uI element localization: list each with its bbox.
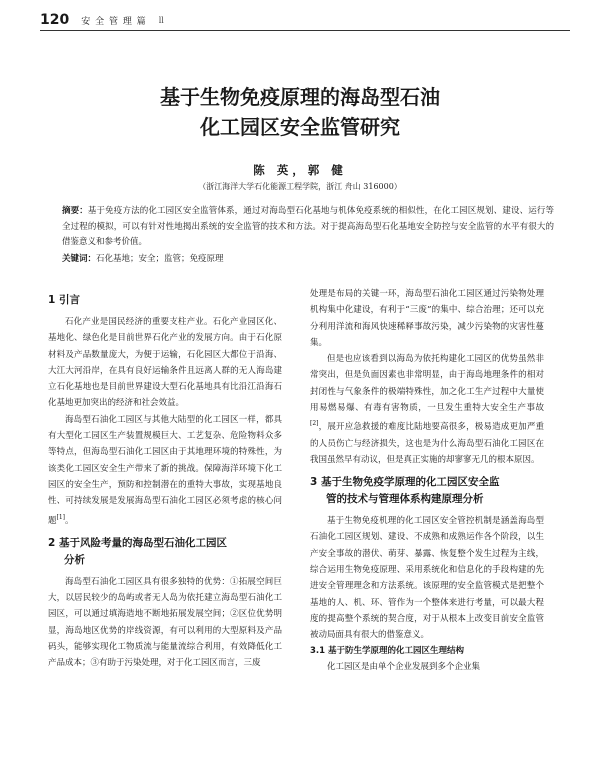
author-affiliation: （浙江海洋大学石化能源工程学院，浙江 舟山 316000） [198, 182, 402, 191]
section-1-paragraph-2-end: 。 [65, 515, 74, 526]
title-line-1: 基于生物免疫原理的海岛型石油 [160, 85, 440, 109]
section-3-heading [310, 474, 544, 508]
right-paragraph-2-text-b: ，展开应急救援的难度比陆地要高很多，极易造成更加严重的人员伤亡与经济损失，这也是为什么海岛型石油化工园区在我国虽然早有动议，但是真正实施的却寥寥无几的根本原因。 [310, 422, 544, 465]
right-column [310, 286, 544, 676]
title-line-2: 化工园区安全监管研究 [200, 115, 400, 139]
section-3-paragraph-1: 基于生物免疫机理的化工园区安全管控机制是涵盖海岛型石油化工园区规划、建设、不成熟和成熟运作各个阶段，以生产安全事故的潜伏、萌芽、暴露、恢复整个发生过程为主线，综合运用生物免疫原理、采用系统化和信息化的手段构建的先进安全管理理念和方法系统。该原理的安全监管模式是把整个基地的人、机、环、管作为一个整体来进行考量，可以最大程度的提高整个系统的契合度，对于从根本上改变目前安全监管被动局面具有很大的借鉴意义。 [310, 516, 544, 641]
section-1-paragraph-2-text: 海岛型石油化工园区与其他大陆型的化工园区一样，都具有大型化工园区生产装置规模巨大、工艺复杂、危险物料众多等特点，但海岛型石油化工园区由于其地理环境的特殊性，为该类化工园区安全生产带来了新的挑战。保障海洋环境下化工园区的安全生产，预防和控制潜在的重特大事故，实现基地良性、可持续发展是发展海岛型石油化工园区必须考虑的核心问题 [48, 414, 282, 526]
section-2-heading-line-2: 分析 [64, 553, 85, 566]
section-1-paragraph-1: 石化产业是国民经济的重要支柱产业。石化产业园区化、基地化、绿色化是目前世界石化产业的发展方向。由于石化原材料及产品数量庞大，为便于运输，石化园区大都位于沿海、大江大河沿岸，在具有良好运输条件且远离人群的无人海岛建立石化基地也是目前世界建设大型石化基地具有比沿江沿海石化基地更加突出的经济和社会效益。 [48, 317, 282, 409]
abstract [62, 204, 554, 251]
journal-name: 安 全 管 理 篇 [81, 16, 147, 27]
section-3-heading-line-1: 3 基于生物免疫学原理的化工园区安全监 [310, 476, 500, 489]
keywords-text: 石化基地；安全；监管；免疫原理 [96, 254, 224, 264]
section-3-1-heading: 3.1 基于防生学原理的化工园区生理结构 [310, 646, 465, 657]
right-paragraph-2 [310, 351, 544, 468]
section-1-paragraph-2 [48, 412, 282, 529]
section-2-paragraph-1: 海岛型石油化工园区具有很多独特的优势：①拓展空间巨大，以居民较少的岛屿或者无人岛为依托建立海岛型石油化工园区，可以通过填海造地不断地拓展发展空间；②区位优势明显，海岛地区优势的岸线资源，有可以利用的大型原料及产品码头，能够实现化工物质流与能量流综合利用，有效降低化工产品成本；③有助于污染处理，对于化工园区而言，三废 [48, 576, 282, 669]
right-paragraph-2-text-a: 但是也应该看到以海岛为依托构建化工园区的优势虽然非常突出，但是负面因素也非常明显，由于海岛地理条件的相对封闭性与气象条件的极端特殊性，加之化工生产过程中大量使用易燃易爆、有毒有害物质，一旦发生重特大安全生产事故 [310, 354, 544, 414]
running-header [40, 10, 570, 31]
left-column [48, 286, 282, 671]
page-number: 120 [40, 12, 70, 28]
section-3-1-paragraph-1: 化工园区是由单个企业发展到多个企业集 [327, 662, 481, 673]
citation-1: [1] [56, 513, 66, 521]
article-title [40, 82, 560, 142]
author-names: 陈 英，郭 健 [253, 163, 347, 177]
section-3-heading-line-2: 管的技术与管理体系构建原理分析 [326, 493, 484, 506]
abstract-label: 摘要： [62, 206, 88, 216]
keywords [62, 252, 554, 267]
section-2-heading-line-1: 2 基于风险考量的海岛型石油化工园区 [48, 536, 227, 549]
abstract-text: 基于免疫方法的化工园区安全监管体系，通过对海岛型石化基地与机体免疫系统的相似性，在化工园区规划、建设、运行等全过程的模拟，可以有针对性地揭出系统的安全监管的技术和方法。对于提高海岛型石化基地安全防控与安全监管的水平有很大的借鉴意义和参考价值。 [62, 206, 554, 247]
continued-paragraph: 处理是布局的关键一环，海岛型石油化工园区通过污染物处理机构集中化建设，有利于“三废”的集中、综合治理；还可以充分利用洋流和海风快速稀释事故污染，减少污染物的灾害性蔓集。 [310, 289, 544, 348]
keywords-label: 关键词： [62, 254, 97, 264]
section-1-heading: 1 引言 [48, 294, 80, 306]
volume-mark: ll [158, 15, 164, 25]
section-2-heading [48, 535, 282, 569]
citation-2: [2] [310, 420, 319, 428]
